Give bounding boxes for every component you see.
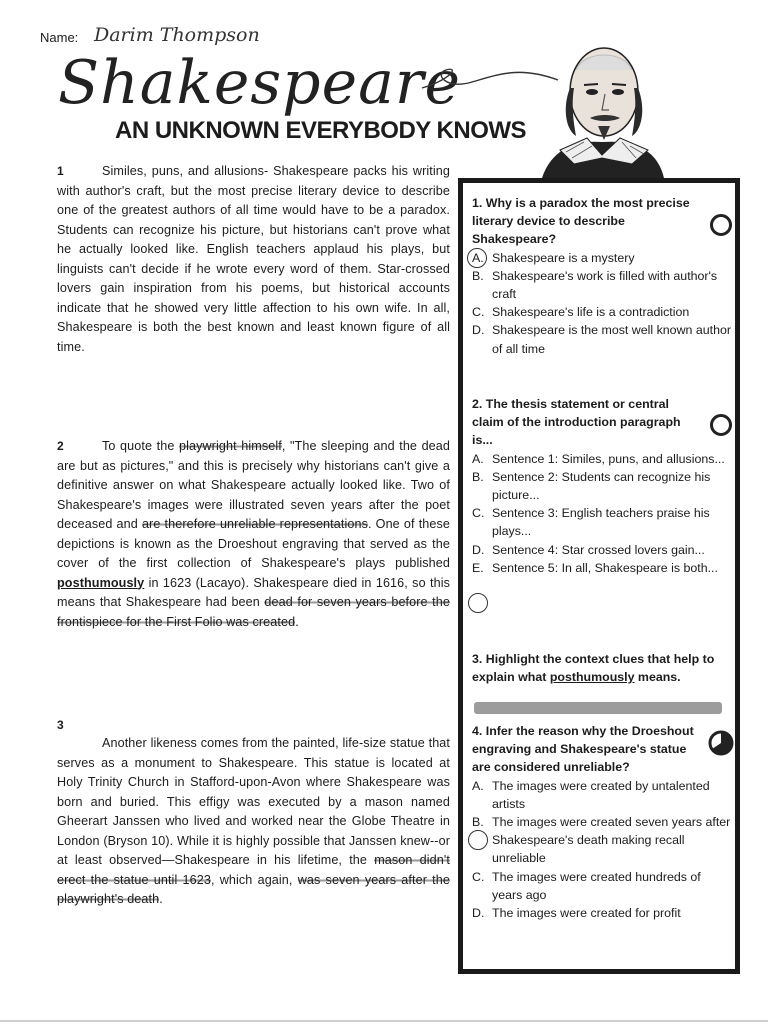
question-stem: 2. The thesis statement or central claim of the introduction paragraph is...: [472, 397, 681, 448]
highlighted-phrase: dead for seven years before the frontispiece for the First Folio was created: [57, 595, 450, 629]
answer-option-a[interactable]: A. The images were created by untalented artists: [472, 778, 710, 811]
highlighted-phrase: was seven years after the playwright's death: [57, 872, 450, 906]
empty-circle-icon: [710, 214, 732, 236]
answer-option-e[interactable]: E. Sentence 5: In all, Shakespeare is both...: [472, 560, 718, 575]
answer-option-a[interactable]: A. Shakespeare is a mystery: [472, 250, 635, 265]
worksheet-title: Shakespeare: [58, 48, 462, 118]
highlighter-mark: [474, 702, 722, 714]
paragraph-number: 3: [57, 718, 64, 732]
question-stem: 1. Why is a paradox the most precise literary device to describe Shakespeare?: [472, 196, 690, 247]
answer-circle-mark: [468, 593, 488, 613]
passage-paragraph-2: [57, 437, 450, 632]
answer-option-d[interactable]: D. Sentence 4: Star crossed lovers gain...: [472, 542, 705, 557]
question-3: [472, 650, 734, 686]
paragraph-text: To quote the playwright himself, "The sleeping and the dead are but as pictures," and this is precisely why historians can't give a definitive answer on what Shakespeare actually looked like. Two of Shakespeare's images were illustrated seven years after the poet deceased and are therefore unreliable representations. One of these depictions is known as the Droeshout engraving that served as the cover of the first collection of Shakespeare's plays published posthumously in 1623 (Lacayo). Shakespeare died in 1616, so this means that Shakespeare had been dead for seven years before the frontispiece for the First Folio was created.: [57, 439, 451, 629]
name-value: Darim Thompson: [94, 24, 260, 46]
highlighted-phrase: mason didn't erect the statue until 1623: [57, 853, 450, 887]
vocabulary-word: posthumously: [57, 575, 145, 590]
worksheet-subtitle: AN UNKNOWN EVERYBODY KNOWS: [115, 117, 527, 144]
page-bottom-edge: [0, 1020, 768, 1022]
answer-option-b[interactable]: B. Sentence 2: Students can recognize his picture...: [472, 469, 711, 503]
answer-circle-mark: [468, 830, 488, 850]
answer-option-c[interactable]: C. The images were created hundreds of years ago: [472, 869, 701, 902]
answer-option-c[interactable]: C. Sentence 3: English teachers praise his plays...: [472, 506, 710, 539]
paragraph-number: 1: [57, 164, 64, 178]
question-2: [472, 395, 734, 577]
passage-paragraph-1: [57, 162, 450, 357]
shakespeare-portrait-image: [532, 30, 672, 180]
vocabulary-word: posthumously: [549, 670, 635, 685]
paragraph-number: 2: [57, 439, 64, 453]
answer-option-a[interactable]: A. Sentence 1: Similes, puns, and allusions...: [472, 451, 725, 466]
partially-filled-circle-icon: [708, 730, 734, 756]
empty-circle-icon: [710, 414, 732, 436]
answer-option-c[interactable]: C. Shakespeare's life is a contradiction: [472, 305, 690, 320]
answer-option-b[interactable]: B. Shakespeare's work is filled with author's craft: [472, 268, 718, 302]
answer-option-d[interactable]: D. Shakespeare is the most well known author of all time: [472, 323, 731, 356]
answer-option-b[interactable]: B. The images were created seven years after Shakespeare's death making recall unreliable: [472, 815, 731, 866]
paragraph-text: Similes, puns, and allusions- Shakespeare packs his writing with author's craft, but the most precise literary device to describe one of the greatest authors of all time would have to be a paradox. Students can recognize his picture, but historians can't prove what he actually looked like. English teachers applaud his plays, but linguists can't decide if he wrote every word of them. Star-crossed lovers gain inspiration from his poems, but historical accounts indicate that he showed very little affection to his own wife. In all, Shakespeare is both the best known and least known figure of all time.: [57, 164, 450, 354]
question-1: [472, 194, 734, 358]
question-stem: 3. Highlight the context clues that help to explain what posthumously means.: [472, 652, 715, 685]
name-label: Name:: [40, 30, 79, 45]
highlighted-phrase: are therefore unreliable representations: [141, 517, 368, 531]
passage-paragraph-3: [57, 718, 450, 910]
answer-circle-mark: [467, 248, 487, 268]
paragraph-text: Another likeness comes from the painted, life-size statue that serves as a monument to Shakespeare. This statue is located at Holy Trinity Church in Stafford-upon-Avon where Shakespeare was born and buried. This effigy was executed by a mason named Gheerart Janssen who lived and worked near the Globe Theatre in London (Bryson 10). While it is highly possible that Janssen knew--or at least observed—Shakespeare in his lifetime, the mason didn't erect the statue until 1623, which again, was seven years after the playwright's death.: [57, 736, 450, 906]
question-stem: 4. Infer the reason why the Droeshout engraving and Shakespeare's statue are considered unreliable?: [472, 724, 694, 775]
question-4: [472, 722, 734, 922]
answer-option-d[interactable]: D. The images were created for profit: [472, 906, 681, 921]
highlighted-phrase: playwright himself: [178, 439, 282, 453]
